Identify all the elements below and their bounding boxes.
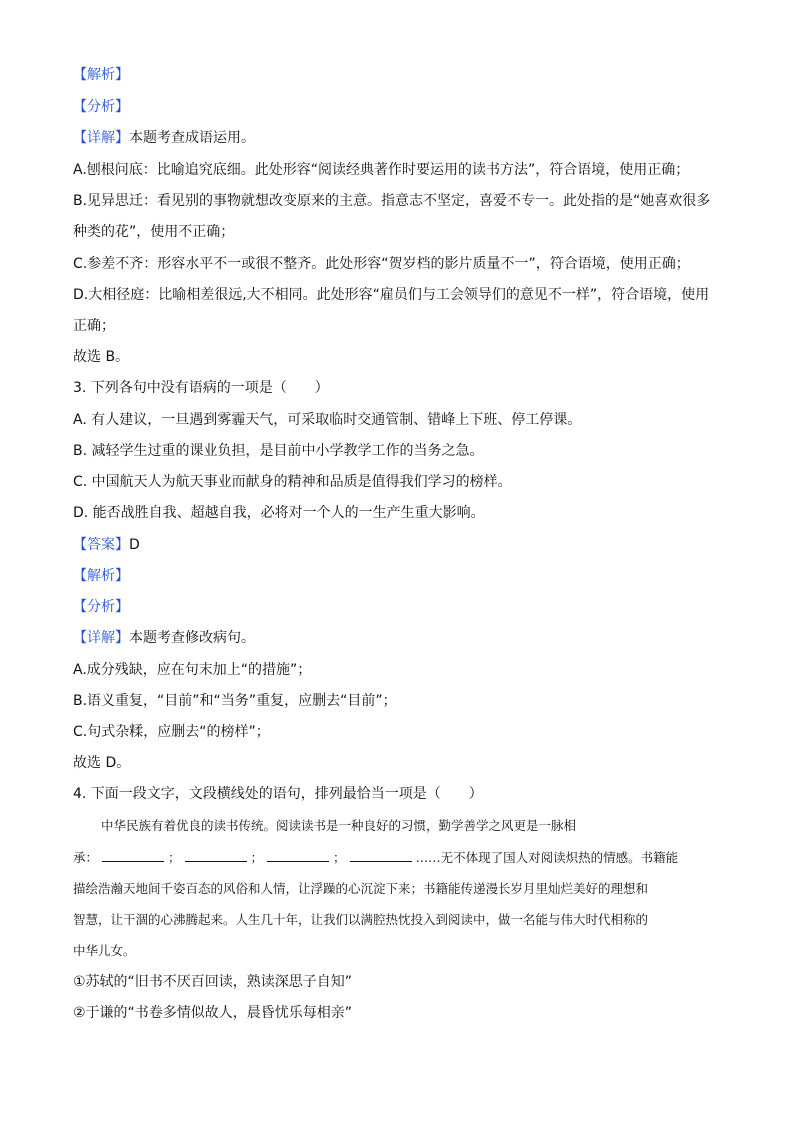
- quote-1: ①苏轼的“旧书不厌百回读，熟读深思子自知”: [73, 974, 353, 990]
- option-c-explanation: C.参差不齐：形容水平不一或很不整齐。此处形容“贺岁档的影片质量不一”，符合语境，使用正确；: [73, 256, 690, 272]
- analysis-tag: 【解析】: [73, 67, 129, 83]
- option-d-explanation-cont: 正确；: [73, 318, 115, 334]
- passage-line-1: 中华民族有着优良的读书传统。阅读读书是一种良好的习惯，勤学善学之风更是一脉相: [101, 818, 577, 833]
- detail-tag-2: 【详解】: [73, 630, 129, 646]
- question-3-stem: 3. 下列各句中没有语病的一项是（ ）: [73, 380, 329, 396]
- detail-line-2: [73, 628, 734, 648]
- fenxi-heading: [73, 97, 734, 117]
- blank-1: [102, 847, 164, 862]
- fix-b: B.语义重复，“目前”和“当务”重复，应删去“目前”；: [73, 693, 397, 709]
- fenxi-tag-2: 【分析】: [73, 599, 129, 615]
- passage-line-3: 描绘浩瀚天地间千姿百态的风俗和人情，让浮躁的心沉淀下来；书籍能传递漫长岁月里灿烂美好的理想和: [73, 881, 649, 896]
- fix-c: C.句式杂糅，应删去“的榜样”；: [73, 724, 270, 740]
- passage-line-5: 中华儿女。: [73, 943, 136, 958]
- detail-text-2: 本题考查修改病句。: [129, 630, 255, 646]
- quote-2: ②于谦的“书卷多情似故人，晨昏忧乐每相亲”: [73, 1005, 353, 1021]
- fix-a: A.成分残缺，应在句末加上“的措施”；: [73, 662, 312, 678]
- blank-separator-1: ；: [168, 850, 181, 865]
- passage-prefix: 承：: [73, 850, 99, 865]
- analysis-tag-2: 【解析】: [73, 568, 129, 584]
- blank-2: [185, 847, 247, 862]
- answer-conclusion: 故选 B。: [73, 349, 130, 365]
- fenxi-tag: 【分析】: [73, 99, 129, 115]
- detail-tag: 【详解】: [73, 130, 129, 146]
- question-3-option-a: A. 有人建议，一旦遇到雾霾天气，可采取临时交通管制、错峰上下班、停工停课。: [73, 412, 582, 428]
- option-a-explanation: A.刨根问底：比喻追究底细。此处形容“阅读经典著作时要运用的读书方法”，符合语境，使用正确；: [73, 162, 690, 178]
- blank-separator-3: ；: [333, 850, 346, 865]
- question-3-option-c: C. 中国航天人为航天事业而献身的精神和品质是值得我们学习的榜样。: [73, 474, 512, 490]
- option-d-explanation: D.大相径庭：比喻相差很远,大不相同。此处形容“雇员们与工会领导们的意见不一样”，符合语境，使用: [73, 287, 710, 303]
- blank-separator-2: ；: [250, 850, 264, 865]
- blank-4: [350, 847, 412, 862]
- question-4-stem: 4. 下面一段文字，文段横线处的语句，排列最恰当一项是（ ）: [73, 786, 483, 802]
- passage-line-2: [73, 847, 734, 868]
- answer-conclusion-2: 故选 D。: [73, 755, 131, 771]
- detail-text: 本题考查成语运用。: [129, 130, 255, 146]
- option-b-explanation: B.见异思迁：看见别的事物就想改变原来的主意。指意志不坚定，喜爱不专一。此处指的是“她喜欢很多: [73, 193, 711, 209]
- passage-line-4: 智慧，让干涸的心沸腾起来。人生几十年，让我们以满腔热忱投入到阅读中，做一名能与伟大时代相称的: [73, 912, 649, 927]
- passage-line-2-end: ……无不体现了国人对阅读炽热的情感。书籍能: [415, 850, 679, 865]
- analysis-heading: [73, 65, 734, 85]
- question-3-option-d: D. 能否战胜自我、超越自我，必将对一个人的一生产生重大影响。: [73, 505, 485, 521]
- answer-line: [73, 535, 734, 555]
- analysis-heading-2: [73, 566, 734, 586]
- fenxi-heading-2: [73, 597, 734, 617]
- detail-line: [73, 128, 734, 148]
- answer-value: D: [129, 537, 140, 553]
- question-3-option-b: B. 减轻学生过重的课业负担，是目前中小学教学工作的当务之急。: [73, 443, 484, 459]
- answer-tag: 【答案】: [73, 537, 129, 553]
- blank-3: [267, 847, 329, 862]
- option-b-explanation-cont: 种类的花”，使用不正确；: [73, 224, 235, 240]
